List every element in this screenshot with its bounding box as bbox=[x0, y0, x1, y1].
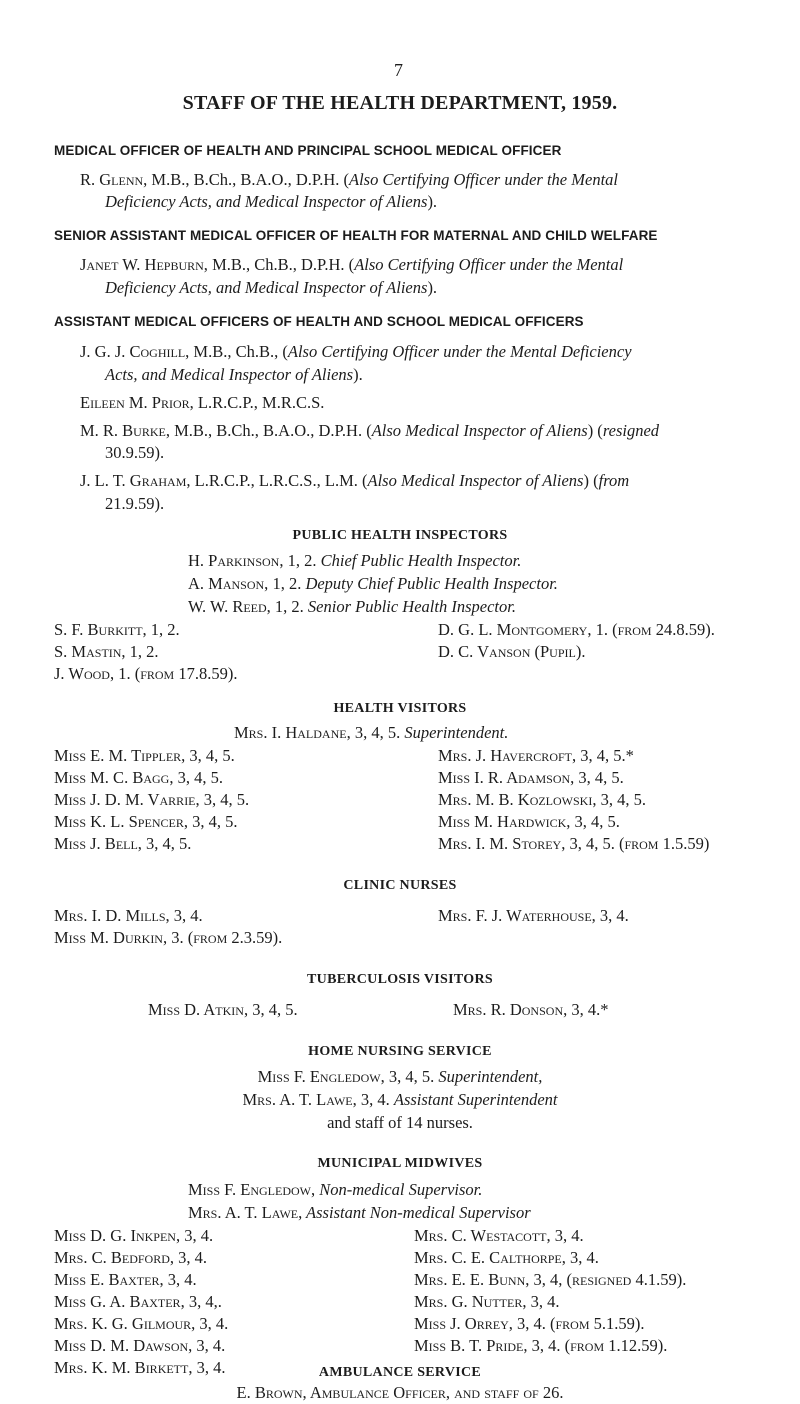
parkinson-line: H. Parkinson, 1, 2. Chief Public Health Inspector. bbox=[188, 551, 522, 570]
list-item: Miss E. Baxter, 3, 4. bbox=[54, 1270, 197, 1289]
senior-heading: SENIOR ASSISTANT MEDICAL OFFICER OF HEALTH FOR MATERNAL AND CHILD WELFARE bbox=[54, 228, 658, 243]
midwives-lawe-line: Mrs. A. T. Lawe, Assistant Non-medical Supervisor bbox=[188, 1203, 531, 1222]
burke-line1: M. R. Burke, M.B., B.Ch., B.A.O., D.P.H. (Also Medical Inspector of Aliens) (resigned bbox=[80, 421, 660, 440]
list-item: Miss B. T. Pride, 3, 4. (from 1.12.59). bbox=[414, 1336, 668, 1355]
donson-line: Mrs. R. Donson, 3, 4.* bbox=[453, 1000, 609, 1019]
midwives-engledow-line: Miss F. Engledow, Non-medical Supervisor. bbox=[188, 1180, 483, 1199]
list-item: Miss J. Bell, 3, 4, 5. bbox=[54, 834, 192, 853]
list-item: Mrs. C. Westacott, 3, 4. bbox=[414, 1226, 584, 1245]
list-item: Miss I. R. Adamson, 3, 4, 5. bbox=[438, 768, 624, 787]
mills-line: Mrs. I. D. Mills, 3, 4. bbox=[54, 906, 203, 925]
senior-entry-line2: Deficiency Acts, and Medical Inspector of Aliens). bbox=[105, 278, 438, 297]
list-item: Miss K. L. Spencer, 3, 4, 5. bbox=[54, 812, 238, 831]
vanson-line: D. C. Vanson (Pupil). bbox=[438, 642, 586, 661]
home-heading: HOME NURSING SERVICE bbox=[308, 1044, 492, 1059]
list-item: Mrs. G. Nutter, 3, 4. bbox=[414, 1292, 560, 1311]
hv-heading: HEALTH VISITORS bbox=[333, 701, 467, 716]
tb-heading: TUBERCULOSIS VISITORS bbox=[307, 972, 493, 987]
reed-line: W. W. Reed, 1, 2. Senior Public Health Inspector. bbox=[188, 597, 516, 616]
burkitt-line: S. F. Burkitt, 1, 2. bbox=[54, 620, 180, 639]
list-item: Miss J. D. M. Varrie, 3, 4, 5. bbox=[54, 790, 250, 809]
list-item: Mrs. C. Bedford, 3, 4. bbox=[54, 1248, 207, 1267]
list-item: Mrs. K. G. Gilmour, 3, 4. bbox=[54, 1314, 229, 1333]
list-item: Mrs. C. E. Calthorpe, 3, 4. bbox=[414, 1248, 599, 1267]
list-item: Miss M. Hardwick, 3, 4, 5. bbox=[438, 812, 620, 831]
assistants-heading: ASSISTANT MEDICAL OFFICERS OF HEALTH AND SCHOOL MEDICAL OFFICERS bbox=[54, 314, 584, 329]
graham-line1: J. L. T. Graham, L.R.C.P., L.R.C.S., L.M. (Also Medical Inspector of Aliens) (from bbox=[80, 471, 630, 490]
list-item: Mrs. J. Havercroft, 3, 4, 5.* bbox=[438, 746, 634, 765]
page-number: 7 bbox=[394, 60, 403, 80]
haldane-line: Mrs. I. Haldane, 3, 4, 5. Superintendent. bbox=[234, 723, 509, 742]
list-item: Miss E. M. Tippler, 3, 4, 5. bbox=[54, 746, 235, 765]
durkin-line: Miss M. Durkin, 3. (from 2.3.59). bbox=[54, 928, 283, 947]
list-item: Miss D. G. Inkpen, 3, 4. bbox=[54, 1226, 214, 1245]
midwives-heading: MUNICIPAL MIDWIVES bbox=[317, 1156, 483, 1171]
clinic-heading: CLINIC NURSES bbox=[343, 878, 457, 893]
home-engledow-line: Miss F. Engledow, 3, 4, 5. Superintendent, bbox=[257, 1067, 543, 1086]
ambulance-heading: AMBULANCE SERVICE bbox=[318, 1365, 482, 1380]
atkin-line: Miss D. Atkin, 3, 4, 5. bbox=[148, 1000, 298, 1019]
page-title: STAFF OF THE HEALTH DEPARTMENT, 1959. bbox=[182, 92, 618, 114]
phi-heading: PUBLIC HEALTH INSPECTORS bbox=[292, 528, 508, 543]
senior-entry-line1: Janet W. Hepburn, M.B., Ch.B., D.P.H. (Also Certifying Officer under the Mental bbox=[80, 255, 624, 274]
home-staff-line: and staff of 14 nurses. bbox=[327, 1113, 473, 1132]
list-item: Miss M. C. Bagg, 3, 4, 5. bbox=[54, 768, 223, 787]
list-item: Miss J. Orrey, 3, 4. (from 5.1.59). bbox=[414, 1314, 645, 1333]
senior-name: Janet W. Hepburn, bbox=[80, 255, 208, 274]
list-item: Mrs. E. E. Bunn, 3, 4, (resigned 4.1.59). bbox=[414, 1270, 687, 1289]
list-item: Miss G. A. Baxter, 3, 4,. bbox=[54, 1292, 222, 1311]
prior-line: Eileen M. Prior, L.R.C.P., M.R.C.S. bbox=[80, 393, 325, 412]
list-item: Mrs. K. M. Birkett, 3, 4. bbox=[54, 1358, 226, 1377]
moh-heading: MEDICAL OFFICER OF HEALTH AND PRINCIPAL SCHOOL MEDICAL OFFICER bbox=[54, 143, 562, 158]
manson-line: A. Manson, 1, 2. Deputy Chief Public Health Inspector. bbox=[188, 574, 558, 593]
list-item: Miss D. M. Dawson, 3, 4. bbox=[54, 1336, 226, 1355]
mastin-line: S. Mastin, 1, 2. bbox=[54, 642, 159, 661]
moh-name: R. Glenn, bbox=[80, 170, 148, 189]
home-lawe-line: Mrs. A. T. Lawe, 3, 4. Assistant Superintendent bbox=[242, 1090, 558, 1109]
ambulance-line: E. Brown, Ambulance Officer, and staff of 26. bbox=[236, 1383, 564, 1402]
montgomery-line: D. G. L. Montgomery, 1. (from 24.8.59). bbox=[438, 620, 715, 639]
list-item: Mrs. I. M. Storey, 3, 4, 5. (from 1.5.59) bbox=[438, 834, 710, 853]
graham-line2: 21.9.59). bbox=[105, 494, 165, 513]
wood-line: J. Wood, 1. (from 17.8.59). bbox=[54, 664, 238, 683]
list-item: Mrs. M. B. Kozlowski, 3, 4, 5. bbox=[438, 790, 646, 809]
moh-entry-line2: Deficiency Acts, and Medical Inspector of Aliens). bbox=[105, 192, 438, 211]
coghill-line2: Acts, and Medical Inspector of Aliens). bbox=[105, 365, 363, 384]
coghill-line1: J. G. J. Coghill, M.B., Ch.B., (Also Certifying Officer under the Mental Deficiency bbox=[80, 342, 632, 361]
moh-entry-line1: R. Glenn, M.B., B.Ch., B.A.O., D.P.H. (Also Certifying Officer under the Mental bbox=[80, 170, 618, 189]
waterhouse-line: Mrs. F. J. Waterhouse, 3, 4. bbox=[438, 906, 629, 925]
burke-line2: 30.9.59). bbox=[105, 443, 165, 462]
